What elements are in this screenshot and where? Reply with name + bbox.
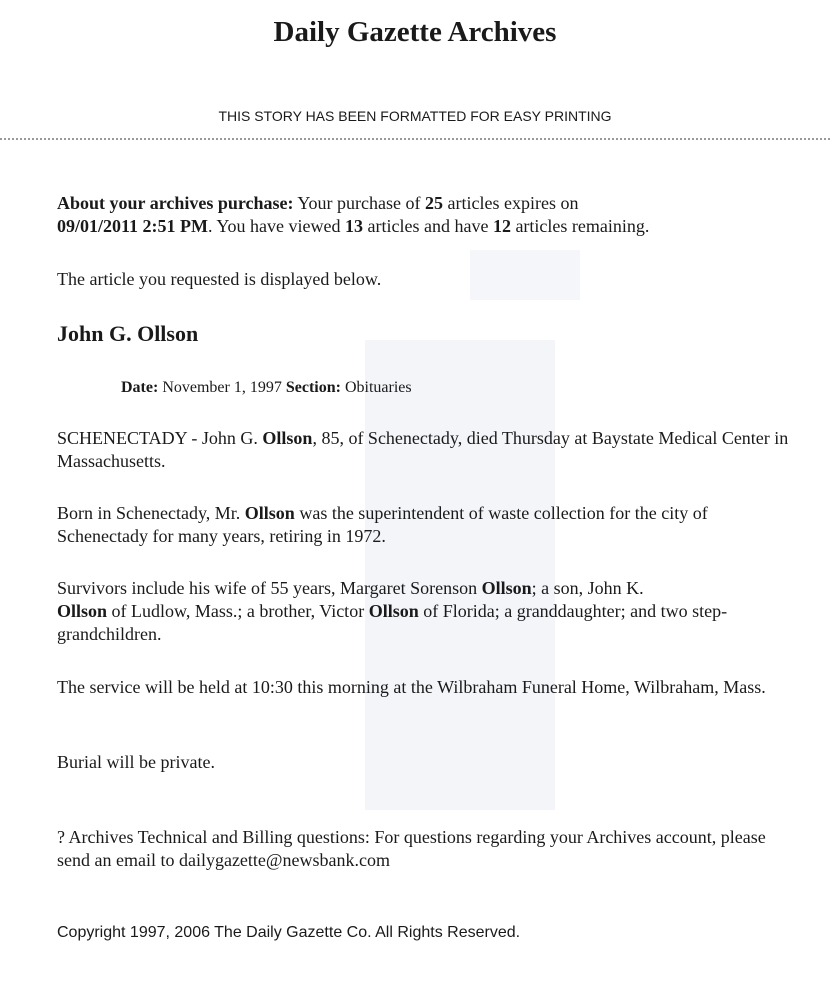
paragraph-text: Survivors include his wife of 55 years, Margaret Sorenson [57,578,482,598]
paragraph-text: of Ludlow, Mass.; a brother, Victor [107,601,369,621]
article-paragraph [57,502,797,548]
article-paragraph: Burial will be private. [57,752,215,772]
highlighted-name: Ollson [57,601,108,621]
paragraph-text: Born in Schenectady, Mr. [57,503,245,523]
article-headline: John G. Ollson [57,321,199,346]
purchase-text: Your purchase of [293,193,426,213]
expiry-datetime: 09/01/2011 2:51 PM [57,216,208,236]
paragraph-text: was the superintendent of waste collection for the city of Schenectady for many years, retiring in 1972. [57,503,708,546]
purchase-count: 25 [425,193,444,213]
article-paragraph [57,577,797,646]
remaining-count: 12 [492,216,511,236]
article-dateline [121,376,830,399]
article-section: Obituaries [340,379,412,396]
date-label: Date: [121,379,159,396]
highlighted-name: Ollson [244,503,295,523]
highlighted-name: Ollson [481,578,532,598]
purchase-text: articles remaining. [510,216,650,236]
support-note: ? Archives Technical and Billing questions: For questions regarding your Archives account, please send an email to dailygazette@newsbank.com [57,827,766,870]
scan-shading [365,340,555,810]
purchase-info [57,192,797,238]
viewed-count: 13 [345,216,363,236]
paragraph-text: , 85, of Schenectady, died Thursday at Baystate Medical Center in Massachusetts. [57,428,789,471]
divider [0,138,830,140]
print-format-note: THIS STORY HAS BEEN FORMATTED FOR EASY PRINTING [218,108,612,124]
paragraph-text: of Florida; a granddaughter; and two step-grandchildren. [57,601,728,644]
page-title: Daily Gazette Archives [273,16,557,48]
purchase-text: . You have viewed [208,216,345,236]
article-date: November 1, 1997 [158,379,286,396]
copyright: Copyright 1997, 2006 The Daily Gazette Co. All Rights Reserved. [57,924,521,941]
article-paragraph [57,427,797,473]
purchase-label: About your archives purchase: [57,193,294,213]
article-paragraph: The service will be held at 10:30 this morning at the Wilbraham Funeral Home, Wilbraham, Mass. [57,677,766,697]
highlighted-name: Ollson [262,428,313,448]
highlighted-name: Ollson [368,601,419,621]
paragraph-text: SCHENECTADY - John G. [57,428,263,448]
requested-note: The article you requested is displayed below. [57,269,382,289]
section-label: Section: [285,379,341,396]
purchase-text: articles expires on [443,193,579,213]
paragraph-text: ; a son, John K. [531,578,644,598]
purchase-text: articles and have [363,216,493,236]
